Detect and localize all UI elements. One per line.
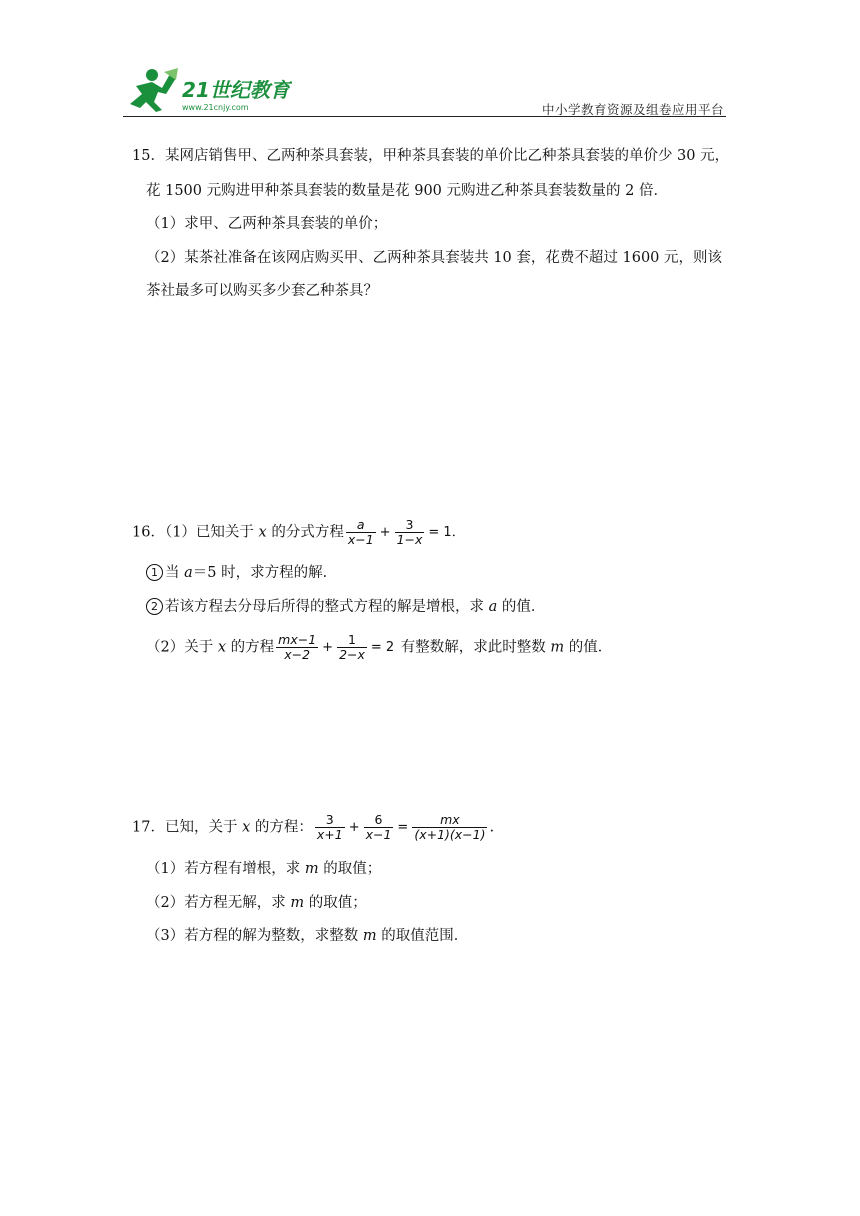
fraction: $\frac{1}{2-x}$ [339,632,365,662]
circled-number: 1 [146,564,163,581]
logo-url: www.21cnjy.com [182,103,249,112]
q16-sub1: 1 当 a＝5 时，求方程的解． [146,563,337,583]
q16-part1-statement: 16．（1）已知关于 x 的分式方程 $\frac{a}{x-1}$ + $\frac{3}{1-x}$ = 1． [132,517,465,547]
q17-part3: （3）若方程的解为整数，求整数 m 的取值范围． [146,928,469,944]
q17-statement: 17．已知，关于 x 的方程： $\frac{3}{x+1}$ + $\frac{6}{x-1}$ = $\frac{mx}{(x+1)(x-1)}$ . [132,812,495,842]
fraction: $\frac{mx}{(x+1)(x-1)}$ [414,812,486,842]
fraction: $\frac{3}{1-x}$ [396,517,423,547]
circled-number: 2 [146,598,163,615]
fraction: $\frac{3}{x+1}$ [316,812,343,842]
q16-sub2: 2 若该方程去分母后所得的整式方程的解是增根，求 a 的值． [146,597,545,617]
runner-icon [130,68,178,112]
q15-line2: 花 1500 元购进甲种茶具套装的数量是花 900 元购进乙种茶具套装数量的 2 倍． [146,183,668,199]
header-divider [123,116,726,117]
q17-part1: （1）若方程有增根，求 m 的取值； [146,861,382,877]
q16-part2-statement: （2）关于 x 的方程 $\frac{mx-1}{x-2}$ + $\frac{1}{2-x}$ = 2 有整数解，求此时整数 m 的值． [146,632,613,662]
q15-line1: 15．某网店销售甲、乙两种茶具套装，甲种茶具套装的单价比乙种茶具套装的单价少 30 元， [132,148,730,164]
header-tagline: 中小学教育资源及组卷应用平台 [541,102,724,117]
q15-part2-line2: 茶社最多可以购买多少套乙种茶具？ [146,283,378,299]
q15-part1: （1）求甲、乙两种茶具套装的单价； [146,216,388,232]
fraction: $\frac{6}{x-1}$ [365,812,392,842]
logo-text: 21世纪教育 [182,78,290,102]
q15-part2-line1: （2）某茶社准备在该网店购买甲、乙两种茶具套装共 10 套，花费不超过 1600 元，则该 [146,250,723,266]
fraction: $\frac{mx-1}{x-2}$ [278,632,317,662]
q17-part2: （2）若方程无解，求 m 的取值； [146,895,367,911]
fraction: $\frac{a}{x-1}$ [347,517,374,547]
site-logo [122,64,292,116]
